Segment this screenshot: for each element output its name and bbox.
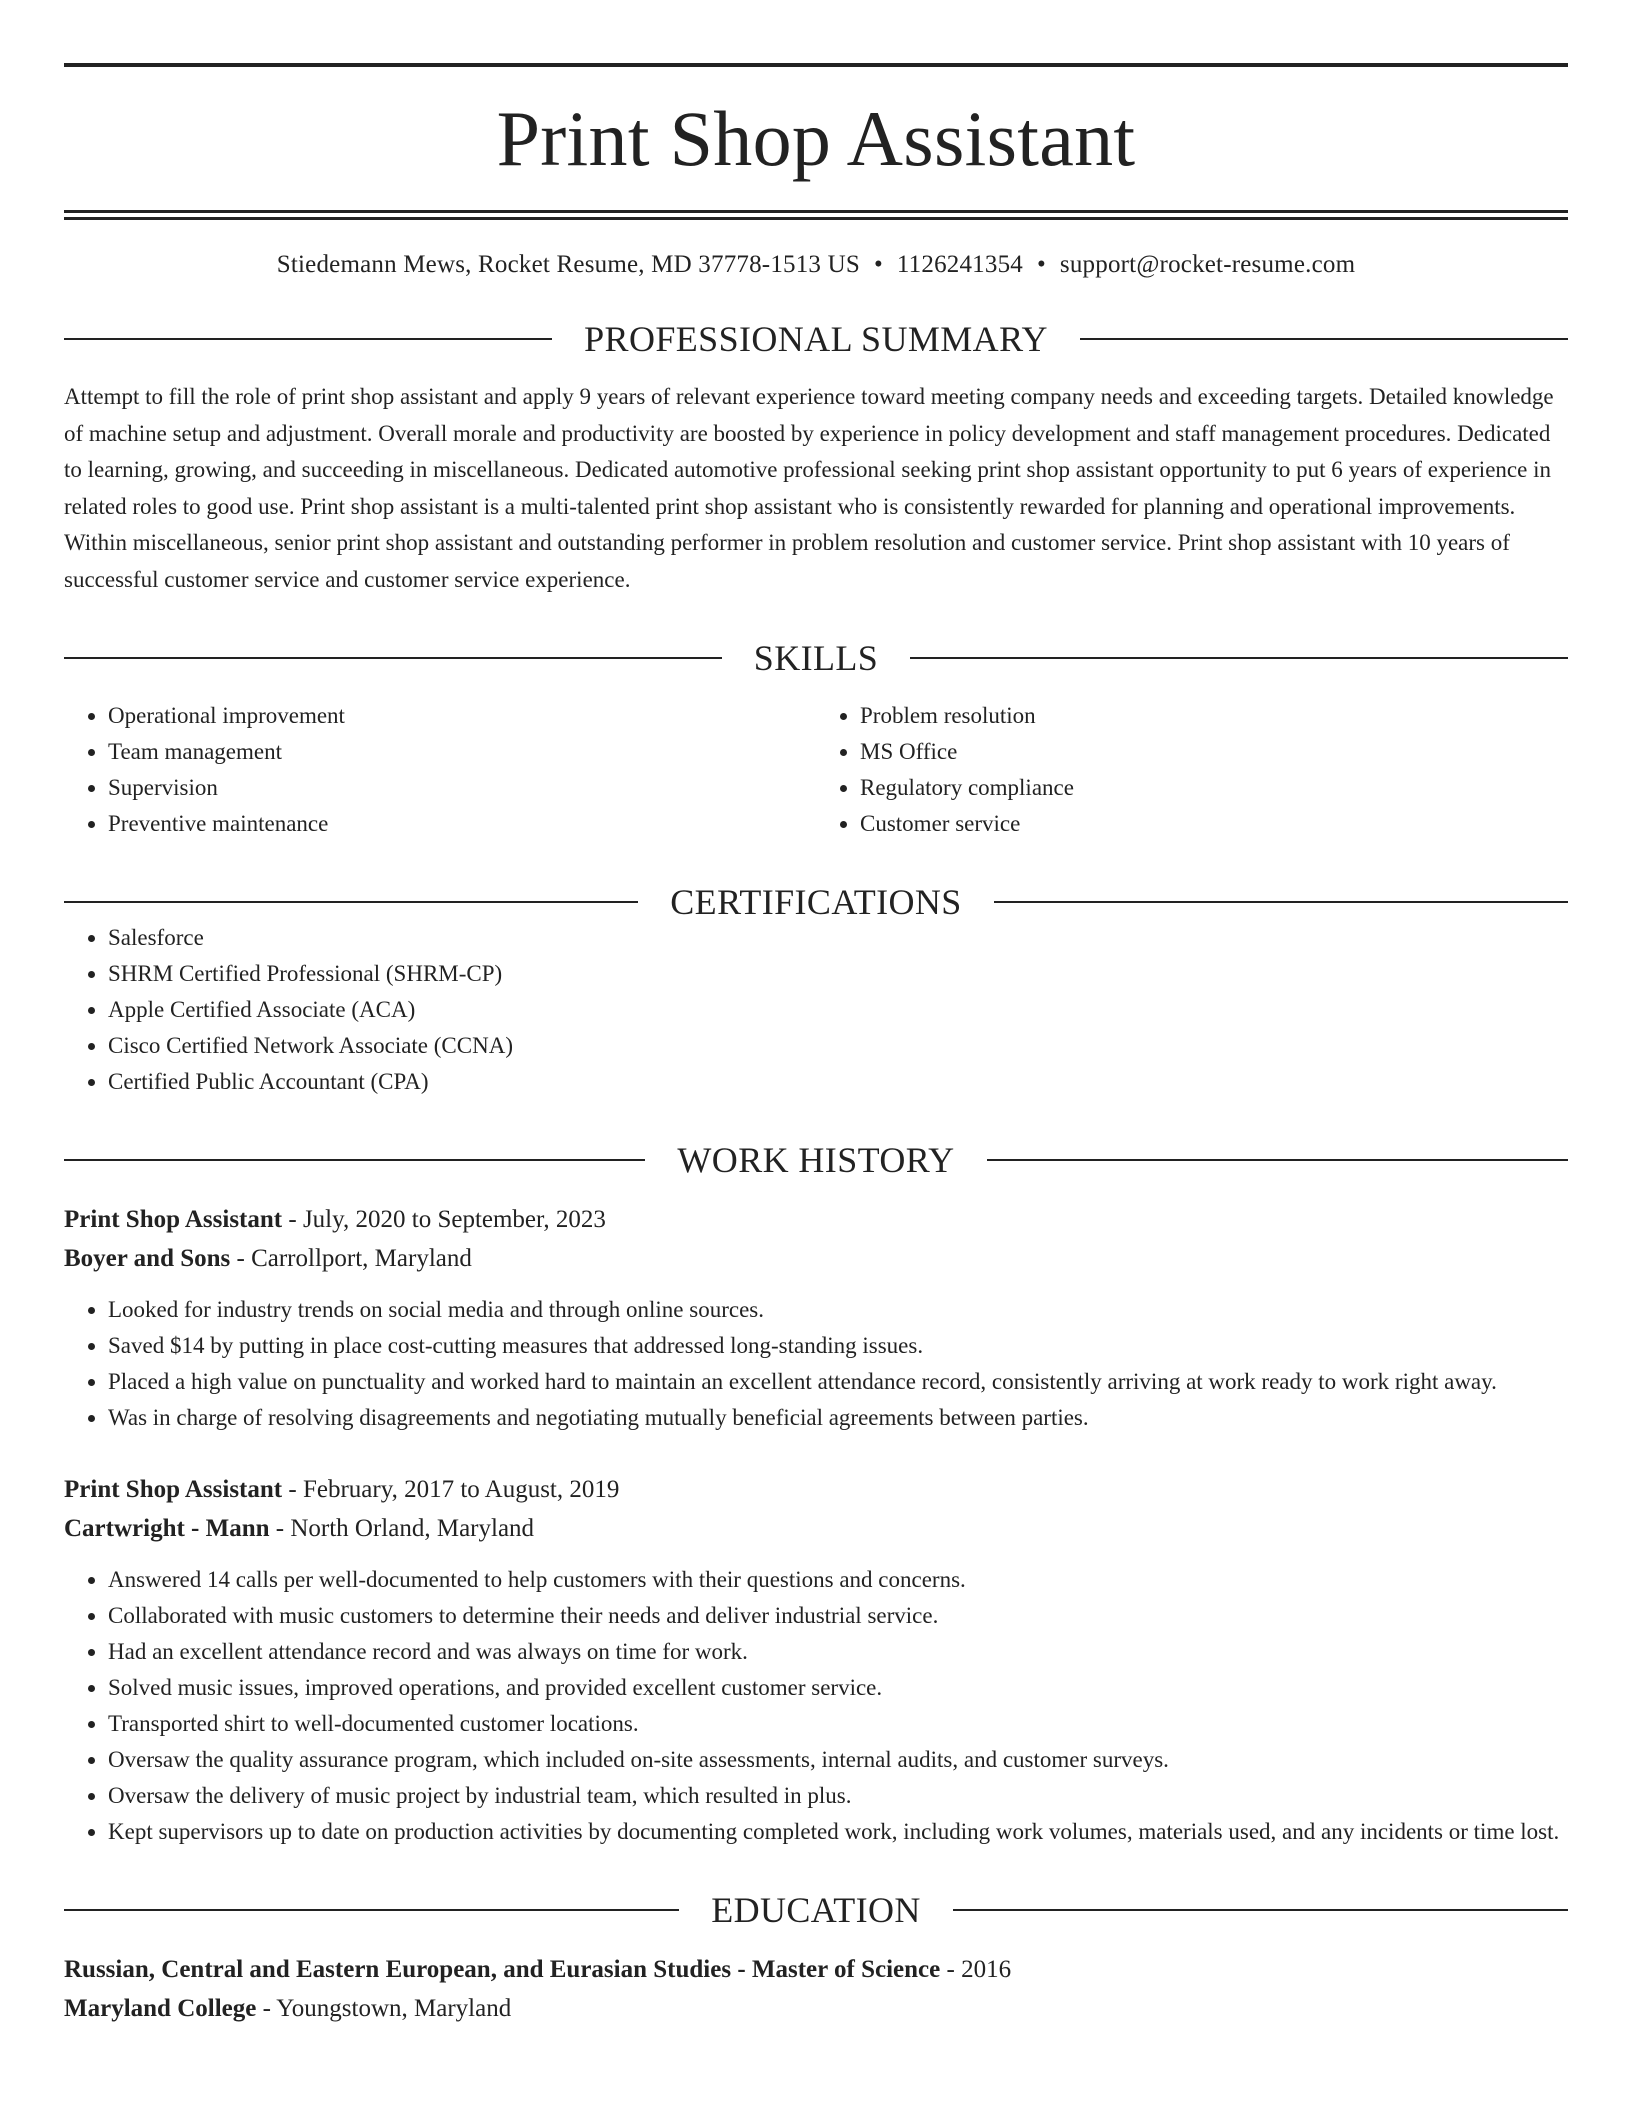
summary-heading	[64, 321, 1568, 357]
heading-rule	[994, 901, 1568, 903]
education-location: - Youngstown, Maryland	[256, 1995, 512, 2022]
job-bullet: • Had an excellent attendance record and was always on time for work.	[108, 1634, 1568, 1670]
skills-list-left	[64, 698, 816, 842]
job-bullet: • Transported shirt to well-documented customer locations.	[108, 1706, 1568, 1742]
heading-rule	[64, 1159, 645, 1161]
education-school: Maryland College	[64, 1995, 257, 2022]
certification-item: • Certified Public Accountant (CPA)	[108, 1064, 1568, 1100]
job-bullet: • Saved $14 by putting in place cost-cutting measures that addressed long-standing issues.	[108, 1328, 1568, 1364]
certifications-title: CERTIFICATIONS	[670, 882, 962, 922]
education-degree-line	[64, 1950, 1568, 1989]
job-bullet: • Answered 14 calls per well-documented to help customers with their questions and concerns.	[108, 1562, 1568, 1598]
certifications-list	[64, 920, 1568, 1100]
skill-item: • Problem resolution	[860, 698, 1568, 734]
summary-title: PROFESSIONAL SUMMARY	[584, 319, 1048, 359]
heading-rule	[64, 657, 722, 659]
skills-heading	[64, 640, 1568, 676]
certifications-heading	[64, 884, 1568, 920]
education-entry	[64, 1950, 1568, 2028]
certification-item: • Salesforce	[108, 920, 1568, 956]
heading-rule	[64, 1909, 679, 1911]
job-bullets	[64, 1562, 1568, 1850]
education-degree: Russian, Central and Eastern European, and Eurasian Studies - Master of Science	[64, 1956, 941, 1983]
skill-item: • Supervision	[108, 770, 816, 806]
job-company: Boyer and Sons	[64, 1245, 231, 1272]
job-bullet: • Solved music issues, improved operations, and provided excellent customer service.	[108, 1670, 1568, 1706]
job-title-line	[64, 1200, 1568, 1239]
job-bullets	[64, 1292, 1568, 1436]
certification-item: • Cisco Certified Network Associate (CCNA)	[108, 1028, 1568, 1064]
work-history-title: WORK HISTORY	[677, 1140, 955, 1180]
job-entry	[64, 1470, 1568, 1850]
contact-phone: 1126241354	[896, 251, 1023, 278]
job-company-line	[64, 1239, 1568, 1278]
job-role: Print Shop Assistant	[64, 1206, 283, 1233]
certification-item: • Apple Certified Associate (ACA)	[108, 992, 1568, 1028]
certification-item: • SHRM Certified Professional (SHRM-CP)	[108, 956, 1568, 992]
job-bullet: • Oversaw the quality assurance program, which included on-site assessments, internal audits, and customer surveys.	[108, 1742, 1568, 1778]
work-history-heading	[64, 1142, 1568, 1178]
heading-rule	[953, 1909, 1568, 1911]
education-school-line	[64, 1989, 1568, 2028]
education-year: - 2016	[940, 1956, 1012, 1983]
contact-separator: •	[873, 251, 883, 278]
job-entry	[64, 1200, 1568, 1436]
job-bullet: • Kept supervisors up to date on production activities by documenting completed work, including work volumes, materials used, and any incidents or time lost.	[108, 1814, 1568, 1850]
job-bullet: • Was in charge of resolving disagreements and negotiating mutually beneficial agreements between parties.	[108, 1400, 1568, 1436]
job-dates: - July, 2020 to September, 2023	[282, 1206, 606, 1233]
job-role: Print Shop Assistant	[64, 1476, 283, 1503]
summary-text: Attempt to fill the role of print shop assistant and apply 9 years of relevant experience toward meeting company needs and exceeding targets. Detailed knowledge of machine setup and adjustment. Overall morale and productivity are boosted by experience in policy development and staff management procedures. Dedicated to learning, growing, and succeeding in miscellaneous. Dedicated automotive professional seeking print shop assistant opportunity to put 6 years of experience in related roles to good use. Print shop assistant is a multi-talented print shop assistant who is consistently rewarded for planning and operational improvements. Within miscellaneous, senior print shop assistant and outstanding performer in problem resolution and customer service. Print shop assistant with 10 years of successful customer service and customer service experience.	[64, 384, 1554, 592]
job-location: - North Orland, Maryland	[269, 1515, 535, 1542]
skills-list-right	[816, 698, 1568, 842]
skill-item: • Team management	[108, 734, 816, 770]
heading-rule	[64, 901, 638, 903]
top-rule	[64, 63, 1568, 67]
skill-item: • Preventive maintenance	[108, 806, 816, 842]
job-title-line	[64, 1470, 1568, 1509]
job-bullet: • Oversaw the delivery of music project by industrial team, which resulted in plus.	[108, 1778, 1568, 1814]
contact-email[interactable]: support@rocket-resume.com	[1059, 251, 1356, 278]
job-bullet: • Looked for industry trends on social media and through online sources.	[108, 1292, 1568, 1328]
education-title: EDUCATION	[711, 1890, 921, 1930]
skill-item: • Customer service	[860, 806, 1568, 842]
header-double-rule	[64, 210, 1568, 220]
skill-item: • MS Office	[860, 734, 1568, 770]
job-company-line	[64, 1509, 1568, 1548]
heading-rule	[987, 1159, 1568, 1161]
job-company: Cartwright - Mann	[64, 1515, 270, 1542]
job-bullet: • Collaborated with music customers to determine their needs and deliver industrial service.	[108, 1598, 1568, 1634]
skill-item: • Regulatory compliance	[860, 770, 1568, 806]
heading-rule	[910, 657, 1568, 659]
resume-name: Print Shop Assistant	[496, 95, 1136, 182]
skills-columns	[64, 698, 1568, 842]
heading-rule	[1080, 338, 1568, 340]
contact-line	[64, 251, 1568, 279]
contact-address: Stiedemann Mews, Rocket Resume, MD 37778-1513 US	[276, 251, 860, 278]
heading-rule	[64, 338, 552, 340]
education-heading	[64, 1892, 1568, 1928]
job-dates: - February, 2017 to August, 2019	[282, 1476, 620, 1503]
contact-separator: •	[1036, 251, 1046, 278]
job-bullet: • Placed a high value on punctuality and worked hard to maintain an excellent attendance record, consistently arriving at work ready to work right away.	[108, 1364, 1568, 1400]
skill-item: • Operational improvement	[108, 698, 816, 734]
job-location: - Carrollport, Maryland	[230, 1245, 472, 1272]
skills-title: SKILLS	[753, 638, 879, 678]
